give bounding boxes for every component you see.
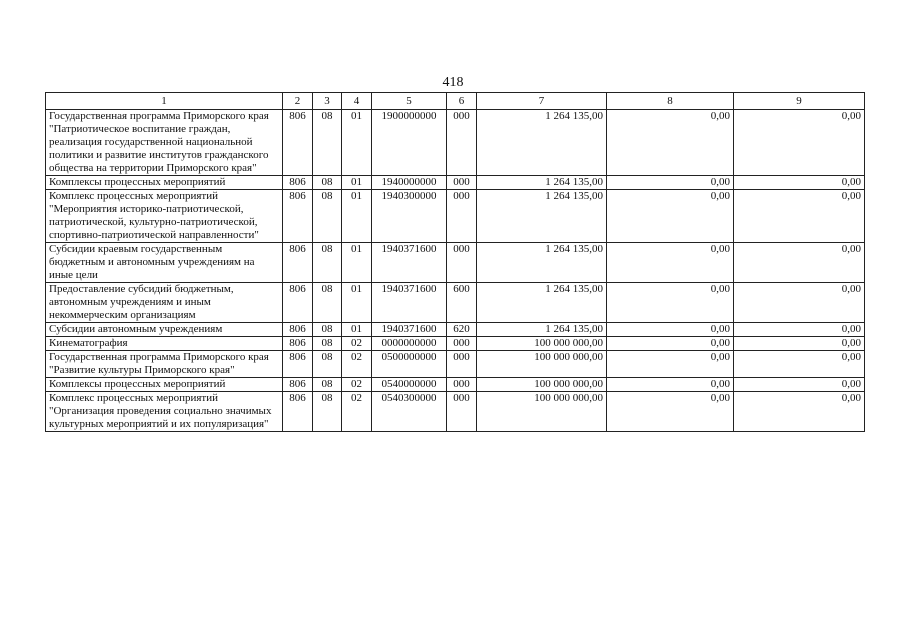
code-cell: 08 xyxy=(313,351,342,378)
header-row xyxy=(46,93,865,110)
header-cell: 7 xyxy=(477,93,607,110)
table-body xyxy=(46,110,865,432)
code-cell: 08 xyxy=(313,110,342,176)
item-name-cell: Комплекс процессных мероприятий "Организация проведения социально значимых культурных мероприятий и их популяризация" xyxy=(46,392,283,432)
code-cell: 000 xyxy=(447,176,477,190)
code-cell: 0000000000 xyxy=(372,337,447,351)
amount-cell: 0,00 xyxy=(734,283,865,323)
item-name-cell: Предоставление субсидий бюджетным, автономным учреждениям и иным некоммерческим организациям xyxy=(46,283,283,323)
amount-cell: 100 000 000,00 xyxy=(477,351,607,378)
amount-cell: 1 264 135,00 xyxy=(477,176,607,190)
code-cell: 806 xyxy=(283,190,313,243)
amount-cell: 0,00 xyxy=(607,337,734,351)
code-cell: 1940000000 xyxy=(372,176,447,190)
code-cell: 806 xyxy=(283,378,313,392)
table-row xyxy=(46,351,865,378)
code-cell: 08 xyxy=(313,190,342,243)
code-cell: 620 xyxy=(447,323,477,337)
amount-cell: 0,00 xyxy=(607,283,734,323)
code-cell: 1940300000 xyxy=(372,190,447,243)
code-cell: 01 xyxy=(342,190,372,243)
amount-cell: 100 000 000,00 xyxy=(477,337,607,351)
code-cell: 08 xyxy=(313,337,342,351)
code-cell: 000 xyxy=(447,378,477,392)
header-cell: 1 xyxy=(46,93,283,110)
amount-cell: 0,00 xyxy=(734,243,865,283)
header-cell: 3 xyxy=(313,93,342,110)
amount-cell: 0,00 xyxy=(734,110,865,176)
amount-cell: 0,00 xyxy=(607,392,734,432)
amount-cell: 0,00 xyxy=(607,110,734,176)
header-cell: 6 xyxy=(447,93,477,110)
table-row xyxy=(46,243,865,283)
table-row xyxy=(46,337,865,351)
item-name-cell: Комплексы процессных мероприятий xyxy=(46,378,283,392)
item-name-cell: Субсидии краевым государственным бюджетным и автономным учреждениям на иные цели xyxy=(46,243,283,283)
code-cell: 01 xyxy=(342,323,372,337)
item-name-cell: Комплекс процессных мероприятий "Мероприятия историко-патриотической, патриотической, культурно-патриотической, спортивно-патриотической направленности" xyxy=(46,190,283,243)
header-cell: 8 xyxy=(607,93,734,110)
code-cell: 08 xyxy=(313,323,342,337)
code-cell: 000 xyxy=(447,243,477,283)
code-cell: 0540000000 xyxy=(372,378,447,392)
code-cell: 1900000000 xyxy=(372,110,447,176)
amount-cell: 0,00 xyxy=(607,351,734,378)
amount-cell: 0,00 xyxy=(734,351,865,378)
code-cell: 01 xyxy=(342,243,372,283)
code-cell: 806 xyxy=(283,351,313,378)
code-cell: 806 xyxy=(283,243,313,283)
code-cell: 02 xyxy=(342,337,372,351)
code-cell: 1940371600 xyxy=(372,243,447,283)
code-cell: 08 xyxy=(313,243,342,283)
amount-cell: 0,00 xyxy=(607,190,734,243)
code-cell: 02 xyxy=(342,392,372,432)
code-cell: 02 xyxy=(342,351,372,378)
code-cell: 08 xyxy=(313,176,342,190)
code-cell: 01 xyxy=(342,176,372,190)
amount-cell: 0,00 xyxy=(734,323,865,337)
code-cell: 806 xyxy=(283,392,313,432)
amount-cell: 0,00 xyxy=(607,176,734,190)
budget-table xyxy=(45,92,865,432)
code-cell: 000 xyxy=(447,337,477,351)
amount-cell: 100 000 000,00 xyxy=(477,392,607,432)
code-cell: 600 xyxy=(447,283,477,323)
code-cell: 000 xyxy=(447,392,477,432)
code-cell: 01 xyxy=(342,283,372,323)
item-name-cell: Кинематография xyxy=(46,337,283,351)
item-name-cell: Государственная программа Приморского края "Патриотическое воспитание граждан, реализация государственной национальной политики и развитие институтов гражданского общества на территории Приморского края" xyxy=(46,110,283,176)
code-cell: 1940371600 xyxy=(372,323,447,337)
header-cell: 2 xyxy=(283,93,313,110)
table-row xyxy=(46,176,865,190)
amount-cell: 1 264 135,00 xyxy=(477,243,607,283)
amount-cell: 0,00 xyxy=(734,337,865,351)
amount-cell: 1 264 135,00 xyxy=(477,323,607,337)
amount-cell: 0,00 xyxy=(734,190,865,243)
code-cell: 000 xyxy=(447,110,477,176)
amount-cell: 0,00 xyxy=(607,323,734,337)
code-cell: 08 xyxy=(313,378,342,392)
code-cell: 806 xyxy=(283,337,313,351)
code-cell: 0540300000 xyxy=(372,392,447,432)
table-row xyxy=(46,392,865,432)
table-row xyxy=(46,323,865,337)
table-row xyxy=(46,190,865,243)
amount-cell: 0,00 xyxy=(734,378,865,392)
code-cell: 1940371600 xyxy=(372,283,447,323)
amount-cell: 0,00 xyxy=(734,176,865,190)
header-cell: 4 xyxy=(342,93,372,110)
code-cell: 0500000000 xyxy=(372,351,447,378)
code-cell: 01 xyxy=(342,110,372,176)
header-cell: 9 xyxy=(734,93,865,110)
amount-cell: 0,00 xyxy=(607,378,734,392)
amount-cell: 1 264 135,00 xyxy=(477,110,607,176)
page-number: 418 xyxy=(442,75,464,90)
amount-cell: 0,00 xyxy=(734,392,865,432)
header-cell: 5 xyxy=(372,93,447,110)
item-name-cell: Комплексы процессных мероприятий xyxy=(46,176,283,190)
code-cell: 806 xyxy=(283,176,313,190)
code-cell: 08 xyxy=(313,392,342,432)
code-cell: 806 xyxy=(283,283,313,323)
amount-cell: 1 264 135,00 xyxy=(477,283,607,323)
amount-cell: 0,00 xyxy=(607,243,734,283)
code-cell: 02 xyxy=(342,378,372,392)
code-cell: 000 xyxy=(447,190,477,243)
amount-cell: 1 264 135,00 xyxy=(477,190,607,243)
table-row xyxy=(46,283,865,323)
code-cell: 806 xyxy=(283,323,313,337)
code-cell: 000 xyxy=(447,351,477,378)
amount-cell: 100 000 000,00 xyxy=(477,378,607,392)
table-row xyxy=(46,110,865,176)
item-name-cell: Субсидии автономным учреждениям xyxy=(46,323,283,337)
code-cell: 806 xyxy=(283,110,313,176)
table-row xyxy=(46,378,865,392)
code-cell: 08 xyxy=(313,283,342,323)
item-name-cell: Государственная программа Приморского края "Развитие культуры Приморского края" xyxy=(46,351,283,378)
